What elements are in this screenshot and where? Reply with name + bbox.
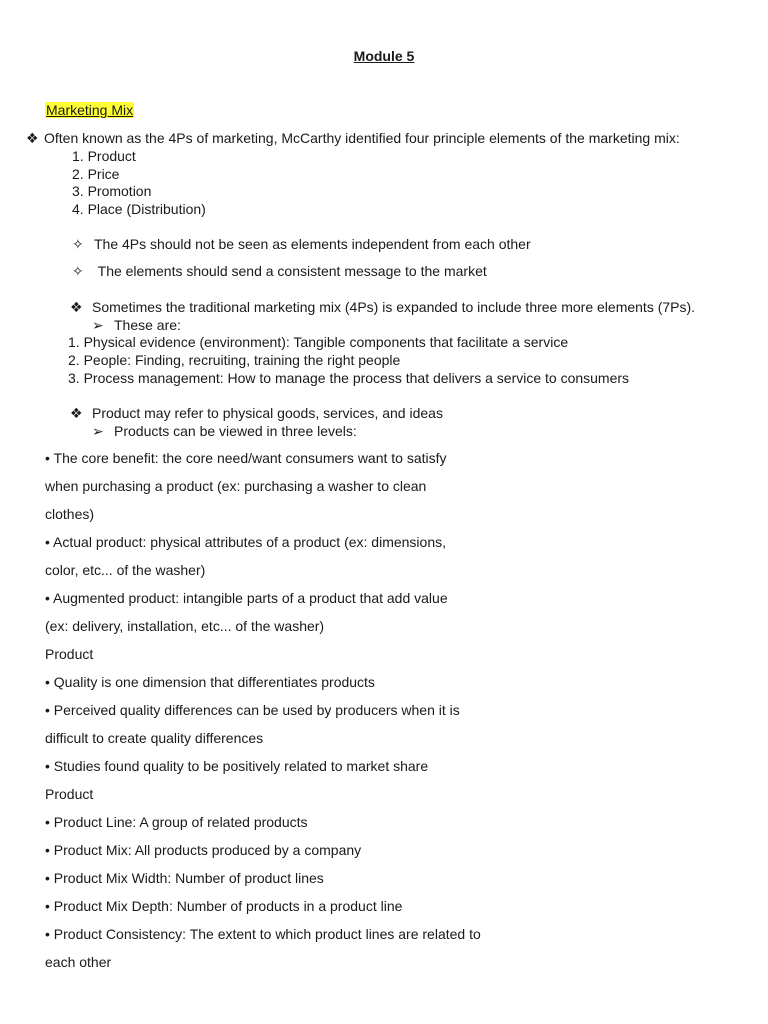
arrow-bullet-icon: ➢ <box>92 423 104 439</box>
body-line: (ex: delivery, installation, etc... of the washer) <box>45 618 325 634</box>
list-item-7ps: 2. People: Finding, recruiting, training the right people <box>68 352 401 368</box>
levels-intro <box>92 422 357 440</box>
diamond-bullet-icon: ❖ <box>26 130 39 146</box>
note-text: The 4Ps should not be seen as elements independent from each other <box>94 236 531 252</box>
body-line: • Product Mix Width: Number of product lines <box>45 870 324 886</box>
body-line: Product <box>45 646 94 662</box>
these-are-text: These are: <box>114 317 181 333</box>
list-item-4ps: 2. Price <box>72 166 120 182</box>
note-item <box>72 262 487 280</box>
intro-line <box>26 129 680 147</box>
body-line: • Product Line: A group of related products <box>45 814 308 830</box>
these-are-line <box>92 316 181 334</box>
diamond-bullet-icon: ❖ <box>70 299 83 315</box>
body-line: when purchasing a product (ex: purchasing a washer to clean <box>45 478 427 494</box>
star-bullet-icon: ✧ <box>72 263 84 279</box>
arrow-bullet-icon: ➢ <box>92 317 104 333</box>
seven-ps-intro <box>70 298 695 316</box>
body-line: • Product Consistency: The extent to which product lines are related to <box>45 926 481 942</box>
body-line: • Studies found quality to be positively related to market share <box>45 758 429 774</box>
seven-ps-intro-text: Sometimes the traditional marketing mix (4Ps) is expanded to include three more elements (7Ps). <box>92 299 696 315</box>
levels-intro-text: Products can be viewed in three levels: <box>114 423 357 439</box>
section-heading <box>45 101 134 119</box>
body-line: clothes) <box>45 506 95 522</box>
body-line: Product <box>45 786 94 802</box>
list-item-4ps: 1. Product <box>72 148 136 164</box>
body-line: difficult to create quality differences <box>45 730 264 746</box>
body-line: color, etc... of the washer) <box>45 562 206 578</box>
product-intro-text: Product may refer to physical goods, services, and ideas <box>92 405 443 421</box>
list-item-7ps: 3. Process management: How to manage the process that delivers a service to consumers <box>68 370 630 386</box>
body-line: • Product Mix: All products produced by a company <box>45 842 362 858</box>
body-line: • Product Mix Depth: Number of products in a product line <box>45 898 403 914</box>
body-line: • Augmented product: intangible parts of a product that add value <box>45 590 448 606</box>
intro-text: Often known as the 4Ps of marketing, McCarthy identified four principle elements of the marketing mix: <box>44 130 680 146</box>
body-line: • The core benefit: the core need/want consumers want to satisfy <box>45 450 447 466</box>
product-intro <box>70 404 443 422</box>
note-text: The elements should send a consistent message to the market <box>94 263 487 279</box>
body-line: • Perceived quality differences can be used by producers when it is <box>45 702 460 718</box>
body-line: each other <box>45 954 112 970</box>
body-line: • Actual product: physical attributes of a product (ex: dimensions, <box>45 534 446 550</box>
note-item <box>72 235 531 253</box>
list-item-4ps: 4. Place (Distribution) <box>72 201 206 217</box>
list-item-4ps: 3. Promotion <box>72 183 152 199</box>
highlighted-heading: Marketing Mix <box>46 102 134 118</box>
diamond-bullet-icon: ❖ <box>70 405 83 421</box>
page-title: Module 5 <box>353 48 415 64</box>
list-item-7ps: 1. Physical evidence (environment): Tangible components that facilitate a service <box>68 334 569 350</box>
body-line: • Quality is one dimension that differentiates products <box>45 674 375 690</box>
star-bullet-icon: ✧ <box>72 236 84 252</box>
